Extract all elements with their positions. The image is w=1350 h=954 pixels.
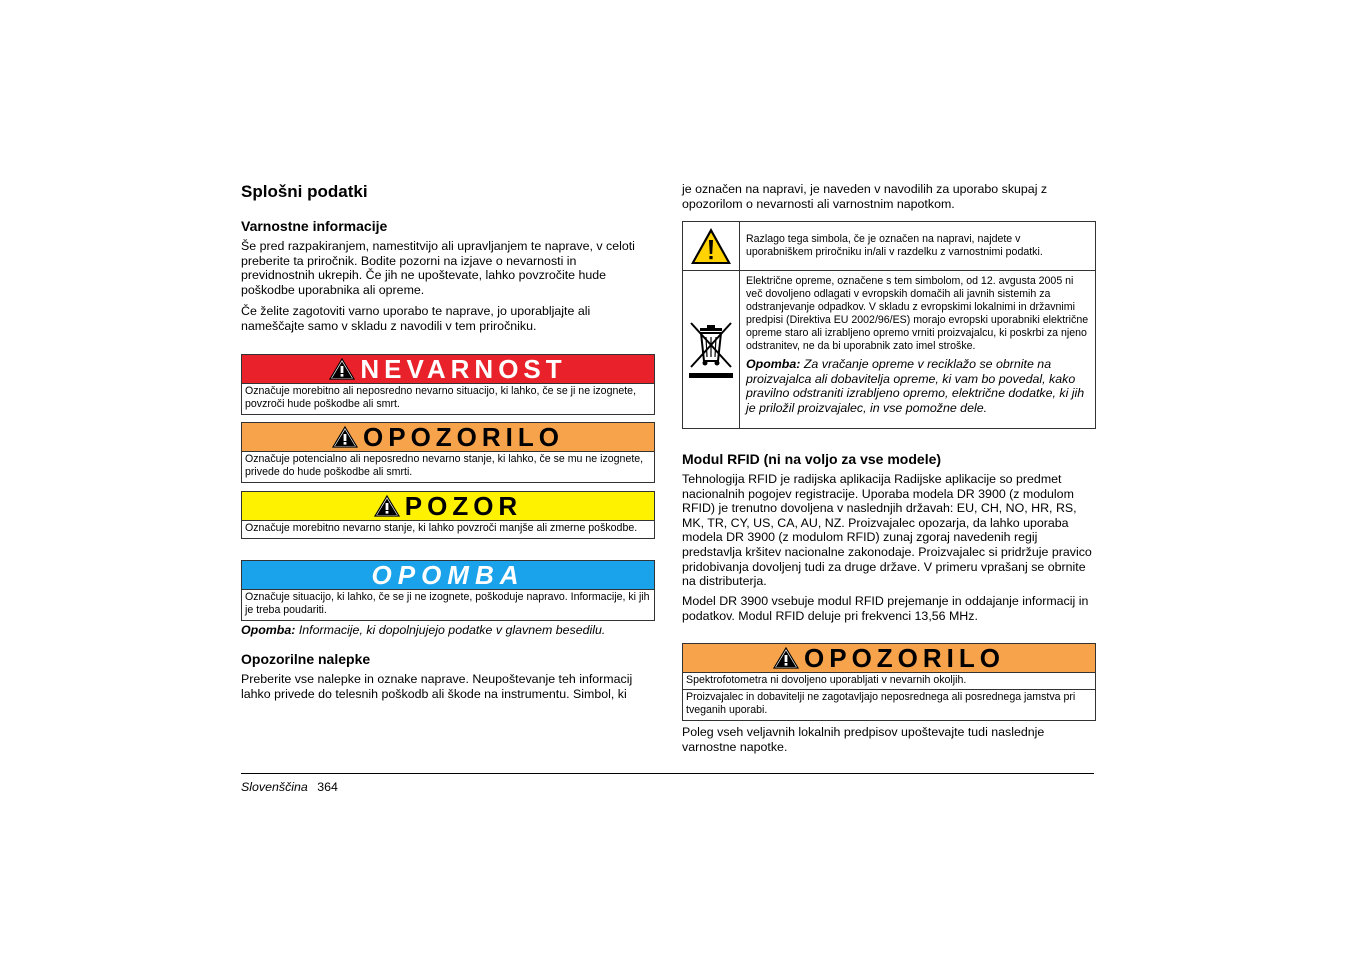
safety-para-2: Če želite zagotoviti varno uporabo te naprave, jo uporabljajte ali nameščajte samo v skladu z navodili v tem priročniku.	[241, 304, 591, 333]
caution-header	[242, 492, 654, 521]
rfid-para-2: Model DR 3900 vsebuje modul RFID prejemanje in oddajanje informacij in podatkov. Modul RFID deluje pri frekvenci 13,56 MHz.	[682, 594, 1089, 623]
labels-para: Preberite vse nalepke in oznake naprave. Neupoštevanje teh informacij lahko privede do telesnih poškodb ali škode na instrumentu. Simbol, ki	[241, 672, 633, 701]
danger-text	[242, 384, 654, 414]
rfid-para-1: Tehnologija RFID je radijska aplikacija Radijske aplikacije so predmet nacionalnih pogojev registracije. Uporaba modela DR 3900 (z modulom RFID) je trenutno dovoljena v naslednjih državah: EU, CH, NO, HR, RS, MK, TR, CY, US, CA, AU, NZ. Proizvajalec opozarja, da lahko uporaba modela DR 3900 (z modulom RFID) zunaj zgoraj navedenih regij predstavlja kršitev nacionalne zakonodaje. Proizvajalec si pridržuje pravico pridobivanja dovoljenj tudi za druge države. V primeru vprašanj se obrnite na distributerja.	[682, 472, 1092, 589]
warning-text	[242, 452, 654, 482]
danger-description: Označuje morebitno ali neposredno nevarno situacijo, ki lahko, če se ji ne izognete, povzroči hude poškodbe ali smrt.	[245, 385, 637, 410]
weee-text	[740, 271, 1095, 428]
warning-triangle-icon	[332, 426, 358, 448]
notice-signal-word: OPOMBA	[371, 560, 525, 590]
crossed-bin-icon	[687, 319, 735, 381]
rfid-warning-line-1: Spektrofotometra ni dovoljeno uporabljati v nevarnih okoljih.	[686, 674, 967, 686]
warning-box	[241, 422, 655, 483]
warning-symbol-description: Razlago tega simbola, če je označen na napravi, najdete v uporabniškem priročniku in/ali v razdelku z varnostnimi podatki.	[746, 233, 1043, 258]
rfid-warning-line-2: Proizvajalec in dobavitelji ne zagotavljajo neposrednega ali posrednega jamstva pri tveganih uporabi.	[683, 689, 1095, 717]
note-line	[241, 623, 655, 638]
footer-language: Slovenščina	[241, 780, 308, 794]
rfid-warning-signal-word: OPOZORILO	[804, 643, 1005, 673]
warning-triangle-icon	[689, 226, 733, 266]
weee-description: Električne opreme, označene s tem simbolom, od 12. avgusta 2005 ni več dovoljeno odlagati v evropskih domačih ali javnih sistemih za odstranjevanje odpadkov. V skladu z evropskimi lokalnimi in državnimi predpisi (Direktiva EU 2002/96/ES) morajo evropski uporabniki električne opreme staro ali izrabljeno opremo vrniti proizvajalcu, ki poskrbi za njeno odstranitev, ne da bi uporabnik zato imel stroške.	[746, 275, 1089, 352]
weee-note-label: Opomba:	[746, 357, 801, 371]
note-text: Informacije, ki dopolnjujejo podatke v glavnem besedilu.	[298, 623, 606, 637]
symbol-cell	[683, 271, 740, 428]
caution-text	[242, 521, 654, 538]
symbol-cell	[683, 222, 740, 270]
rfid-warning-text	[683, 673, 1095, 720]
footer-rule	[241, 773, 1094, 774]
notice-header	[242, 561, 654, 590]
warning-triangle-icon	[374, 495, 400, 517]
danger-header	[242, 355, 654, 384]
notice-description: Označuje situacijo, ki lahko, če se ji ne izognete, poškoduje napravo. Informacije, ki jih je treba poudariti.	[245, 591, 650, 616]
warning-header	[242, 423, 654, 452]
notice-text	[242, 590, 654, 620]
table-row	[683, 222, 1095, 270]
warning-symbol-text	[740, 222, 1095, 270]
table-row	[683, 270, 1095, 428]
rfid-warning-header	[683, 644, 1095, 673]
safety-para-1: Še pred razpakiranjem, namestitvijo ali upravljanjem te naprave, v celoti preberite ta priročnik. Bodite pozorni na izjave o nevarnosti in previdnostnih ukrepih. Če jih ne upoštevate, lahko povzročite hude poškodbe uporabnika ali opreme.	[241, 239, 635, 297]
danger-box	[241, 354, 655, 415]
page-number: 364	[317, 780, 338, 794]
weee-note	[746, 357, 1089, 415]
danger-signal-word: NEVARNOST	[360, 354, 567, 384]
footer	[241, 780, 338, 794]
section-title: Splošni podatki	[241, 182, 368, 201]
rfid-heading: Modul RFID (ni na voljo za vse modele)	[682, 451, 942, 467]
warning-triangle-icon	[773, 647, 799, 669]
caution-signal-word: POZOR	[404, 491, 523, 521]
safety-heading: Varnostne informacije	[241, 218, 388, 234]
continued-para: je označen na napravi, je naveden v navodilih za uporabo skupaj z opozorilom o nevarnosti ali varnostnim napotkom.	[682, 182, 1048, 211]
caution-box	[241, 491, 655, 539]
note-label: Opomba:	[241, 623, 296, 637]
warning-triangle-icon	[329, 358, 355, 380]
warning-description: Označuje potencialno ali neposredno nevarno stanje, ki lahko, če se mu ne izognete, privede do hude poškodbe ali smrti.	[245, 453, 644, 478]
rfid-warning-box	[682, 643, 1096, 721]
weee-note-text: Za vračanje opreme v reciklažo se obrnite na proizvajalca ali dobavitelja opreme, ki vam bo povedal, kako pravilno odstraniti izrabljeno opremo, električne dodatke, ki jih je priložil proizvajalec, in vse pomožne dele.	[746, 357, 1085, 415]
warning-signal-word: OPOZORILO	[363, 422, 564, 452]
closing-para: Poleg vseh veljavnih lokalnih predpisov upoštevajte tudi naslednje varnostne napotke.	[682, 725, 1045, 754]
caution-description: Označuje morebitno nevarno stanje, ki lahko povzroči manjše ali zmerne poškodbe.	[245, 522, 638, 534]
notice-box	[241, 560, 655, 621]
symbol-table	[682, 221, 1096, 429]
labels-heading: Opozorilne nalepke	[241, 651, 371, 667]
